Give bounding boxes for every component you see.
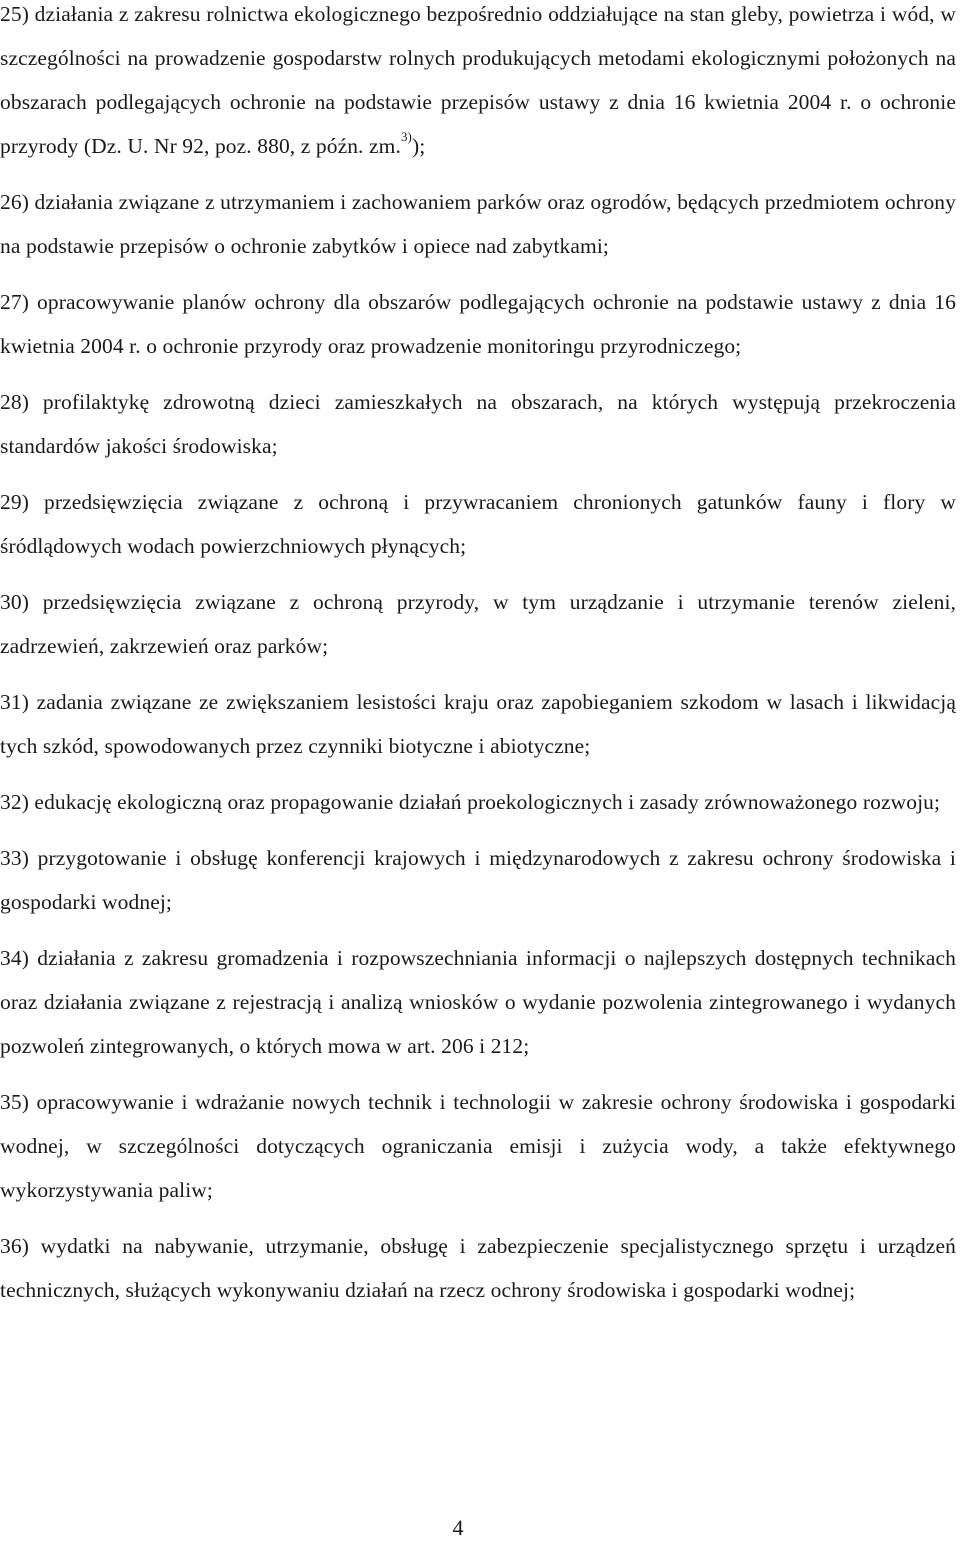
list-item-35: 35) opracowywanie i wdrażanie nowych technik i technologii w zakresie ochrony środowiska i gospodarki wodnej, w szczególności dotyczących ograniczania emisji i zużycia wody, a także efektywnego wykorzystywania paliw; [0, 1090, 956, 1202]
list-item-31: 31) zadania związane ze zwiększaniem lesistości kraju oraz zapobieganiem szkodom w lasach i likwidacją tych szkód, spowodowanych przez czynniki biotyczne i abiotyczne; [0, 690, 956, 758]
list-item-25 [0, 0, 956, 168]
list-item-30: 30) przedsięwzięcia związane z ochroną przyrody, w tym urządzanie i utrzymanie terenów zieleni, zadrzewień, zakrzewień oraz parków; [0, 590, 956, 658]
list-item-26: 26) działania związane z utrzymaniem i zachowaniem parków oraz ogrodów, będących przedmiotem ochrony na podstawie przepisów o ochronie zabytków i opiece nad zabytkami; [0, 190, 956, 258]
item-text: 25) działania z zakresu rolnictwa ekologicznego bezpośrednio oddziałujące na stan gleby, powietrza i wód, w szczególności na prowadzenie gospodarstw rolnych produkujących metodami ekologicznymi położonych na obszarach podlegających ochronie na podstawie przepisów ustawy z dnia 16 kwietnia 2004 r. o ochronie przyrody (Dz. U. Nr 92, poz. 880, z późn. zm. [0, 2, 956, 158]
list-item-29: 29) przedsięwzięcia związane z ochroną i przywracaniem chronionych gatunków fauny i flory w śródlądowych wodach powierzchniowych płynących; [0, 490, 956, 558]
footnote-marker: 3) [400, 128, 412, 144]
list-item-34: 34) działania z zakresu gromadzenia i rozpowszechniania informacji o najlepszych dostępnych technikach oraz działania związane z rejestracją i analizą wniosków o wydanie pozwolenia zintegrowanego i wydanych pozwoleń zintegrowanych, o których mowa w art. 206 i 212; [0, 946, 956, 1058]
list-item-33: 33) przygotowanie i obsługę konferencji krajowych i międzynarodowych z zakresu ochrony środowiska i gospodarki wodnej; [0, 846, 956, 914]
item-tail: ); [411, 134, 426, 158]
page-number: 4 [452, 1515, 464, 1540]
list-item-28: 28) profilaktykę zdrowotną dzieci zamieszkałych na obszarach, na których występują przekroczenia standardów jakości środowiska; [0, 390, 956, 458]
list-item-32: 32) edukację ekologiczną oraz propagowanie działań proekologicznych i zasady zrównoważonego rozwoju; [0, 790, 941, 814]
list-item-36: 36) wydatki na nabywanie, utrzymanie, obsługę i zabezpieczenie specjalistycznego sprzętu i urządzeń technicznych, służących wykonywaniu działań na rzecz ochrony środowiska i gospodarki wodnej; [0, 1234, 956, 1302]
list-item-27: 27) opracowywanie planów ochrony dla obszarów podlegających ochronie na podstawie ustawy z dnia 16 kwietnia 2004 r. o ochronie przyrody oraz prowadzenie monitoringu przyrodniczego; [0, 290, 956, 358]
